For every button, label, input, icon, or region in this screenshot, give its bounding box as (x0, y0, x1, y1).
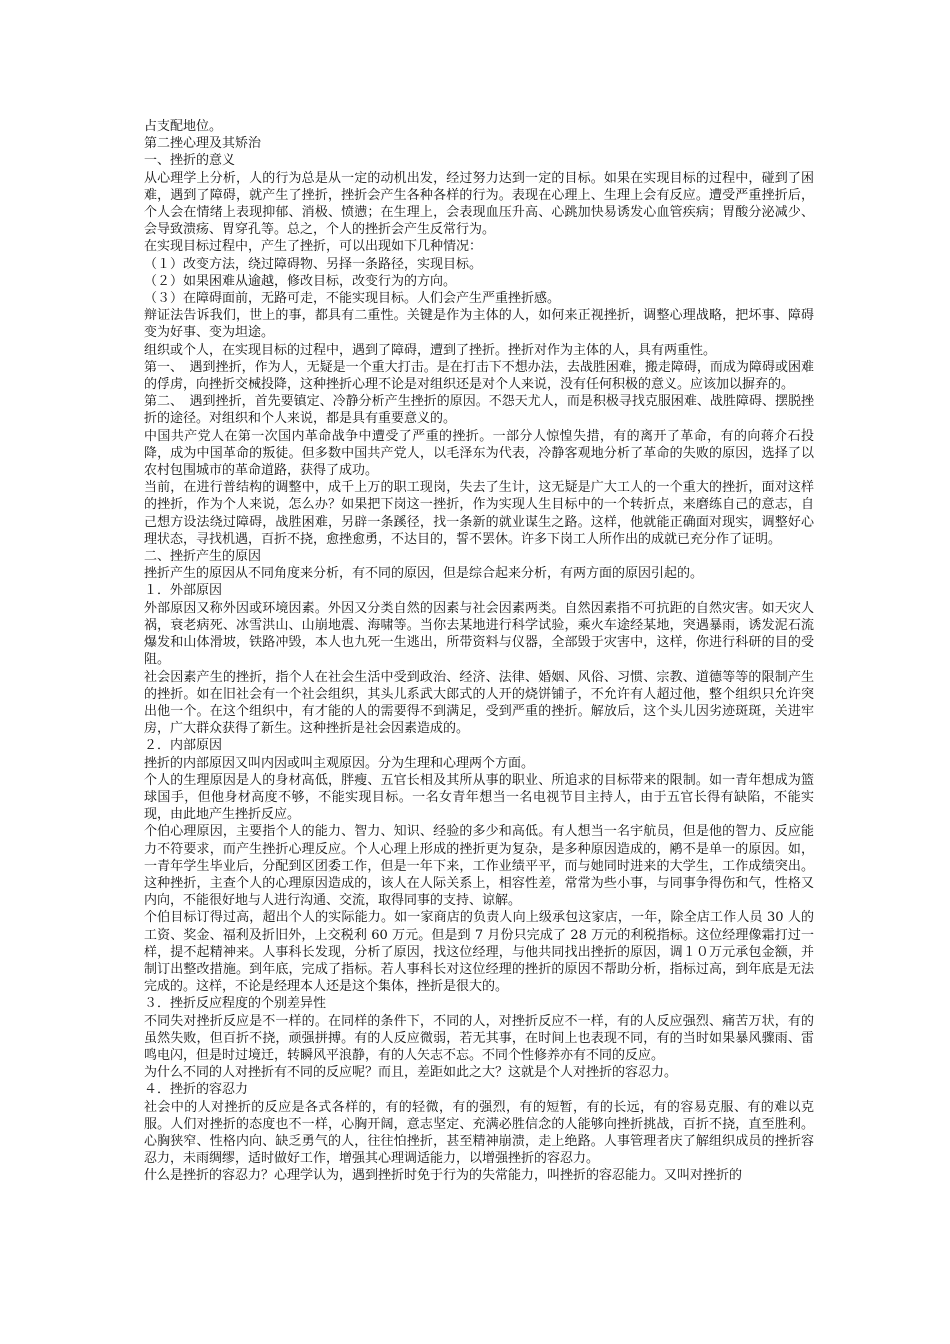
text-line: 占支配地位。 (144, 119, 223, 134)
body-paragraph: 社会中的人对挫折的反应是各式各样的，有的轻微，有的强烈，有的短暂，有的长远，有的容易克服、有的难以克服。人们对挫折的态度也不一样，心胸开阔，意志坚定、充满必胜信念的人能够向挫折挑战，百折不挠，直至胜利。心胸狭窄、性格内向、缺乏勇气的人，往往怕挫折，甚至精神崩溃，走上绝路。人事管理者庆了解组织成员的挫折容忍力，未雨绸缪，适时做好工作，增强其心理调适能力，以增强挫折的容忍力。 (144, 1099, 814, 1167)
body-paragraph: 第二、 遇到挫折，首先要镇定、冷静分析产生挫折的原因。不怨天尤人，而是积极寻找克服困难、战胜障碍、摆脱挫折的途径。对组织和个人来说，都是具有重要意义的。 (144, 394, 814, 427)
body-paragraph: 挫折产生的原因从不同角度来分析，有不同的原因，但是综合起来分析，有两方面的原因引起的。 (144, 566, 704, 582)
list-item: （３）在障碍面前，无路可走，不能实现目标。人们会产生严重挫折感。 (144, 291, 561, 307)
body-paragraph: 个伯心理原因，主要指个人的能力、智力、知识、经验的多少和高低。有人想当一名宇航员，但是他的智力、反应能力不符要求，而产生挫折心理反应。个人心理上形成的挫折更为复杂，是多种原因造成的，鹇不是单一的原因。如，一青年学生毕业后，分配到区团委工作，但是一年下来，工作业绩平平，而与她同时进来的大学生，工作成绩突出。这种挫折，主查个人的心理原因造成的，该人在人际关系上，相容性差，常常为些小事，与同事争得伤和气，性格又内向，不能很好地与人进行沟通、交流，取得同事的支持、谅解。 (144, 824, 814, 909)
body-paragraph: 当前，在进行普结构的调整中，成千上万的职工现岗，失去了生计，这无疑是广大工人的一个重大的挫折，面对这样的挫折，作为个人来说，怎么办？如果把下岗这一挫折，作为实现人生目标中的一个转折点，来磨练自己的意志，自己想方设法绕过障碍，战胜困难，另辟一条蹊径，找一条新的就业谋生之路。这样，他就能正确面对现实，调整好心理状态，寻找机遇，百折不挠，愈挫愈勇，不达目的，誓不罢休。许多下岗工人所作出的成就已充分作了证明。 (144, 480, 814, 547)
numbered-heading: ４．挫折的容忍力 (144, 1082, 249, 1098)
numbered-heading: １．外部原因 (144, 583, 223, 599)
body-paragraph: 第一、 遇到挫折，作为人，无疑是一个重大打击。是在打击下不想办法，去战胜困难，搬走障碍，而成为障碍或困难的俘虏，向挫折交械投降，这种挫折心理不论是对组织还是对个人来说，没有任何积极的意义。应该加以摒弃的。 (144, 359, 814, 393)
body-paragraph: 社会因素产生的挫折，指个人在社会生活中受到政治、经济、法律、婚姻、风俗、习惯、宗教、道德等等的限制产生的挫折。如在旧社会有一个社会组织，其头儿系武大郎式的人开的烧饼铺子，不允许有人超过他，整个组织只允许突出他一个。在这个组织中，有才能的人的需要得不到满足，受到严重的挫折。解放后，这个头儿因劣迹斑斑，关进牢房，广大群众获得了新生。这种挫折是社会因素造成的。 (144, 669, 814, 737)
numbered-heading: ２．内部原因 (144, 738, 223, 754)
body-paragraph: 什么是挫折的容忍力？心理学认为，遇到挫折时免于行为的失常能力，叫挫折的容忍能力。又叫对挫折的 (144, 1168, 743, 1184)
subsection-heading: 一、挫折的意义 (144, 153, 236, 169)
body-paragraph: 为什么不同的人对挫折有不同的反应呢？而且，差距如此之大？这就是个人对挫折的容忍力。 (144, 1065, 678, 1081)
subsection-heading: 二、挫折产生的原因 (144, 549, 262, 565)
body-paragraph: 个伯目标订得过高，超出个人的实际能力。如一家商店的负责人向上级承包这家店，一年，除全店工作人员 30 人的工资、奖金、福利及折旧外，上交税利 60 万元。但是到 7 月份只完成了 28 万元的利税指标。这位经理像霜打过一样，提不起精神来。人事科长发现，分析了原因，找这位经理，与他共同找出挫折的原因，调１０万元承包金额，并制订出整改措施。到年底，完成了指标。若人事科长对这位经理的挫折的原因不帮助分析，指标过高，到年底是无法完成的。这样，不论是经理本人还是这个集体，挫折是很大的。 (144, 910, 814, 995)
list-item: （１）改变方法，绕过障碍物、另择一条路径，实现目标。 (144, 256, 483, 272)
body-paragraph: 个人的生理原因是人的身材高低，胖瘦、五官长相及其所从事的职业、所追求的目标带来的限制。如一青年想成为篮球国手，但他身材高度不够，不能实现目标。一名女青年想当一名电视节目主持人，由于五官长得有缺陷，不能实现，由此地产生挫折反应。 (144, 772, 814, 823)
document-page (144, 118, 814, 1185)
body-paragraph: 辩证法告诉我们，世上的事，都具有二重性。关键是作为主体的人，如何来正视挫折，调整心理战略，把坏事、障碍变为好事、变为坦途。 (144, 308, 814, 341)
body-paragraph: 挫折的内部原因又叫内因或叫主观原因。分为生理和心理两个方面。 (144, 755, 535, 771)
body-paragraph: 中国共产党人在第一次国内革命战争中遭受了严重的挫折。一部分人惊惶失措，有的离开了革命，有的向蒋介石投降，成为中国革命的叛徒。但多数中国共产党人，以毛泽东为代表，冷静客观地分析了革命的失败的原因，选择了以农村包围城市的革命道路，获得了成功。 (144, 428, 814, 479)
body-paragraph: 组织或个人，在实现目标的过程中，遇到了障碍，遭到了挫折。挫折对作为主体的人，具有两重性。 (144, 342, 717, 358)
body-paragraph: 不同失对挫折反应是不一样的。在同样的条件下，不同的人，对挫折反应不一样，有的人反应强烈、痛苦万状，有的虽然失败，但百折不挠，顽强拼搏。有的人反应微弱，若无其事，在时间上也表现不同，有的当时如果暴风骤雨、雷鸣电闪，但是时过境迁，转瞬风平浪静，有的人矢志不忘。不同个性修养亦有不同的反应。 (144, 1013, 814, 1063)
body-paragraph: 在实现目标过程中，产生了挫折，可以出现如下几种情况： (144, 239, 483, 255)
body-paragraph: 外部原因又称外因或环境因素。外因又分类自然的因素与社会因素两类。自然因素指不可抗距的自然灾害。如天灾人祸，衰老病死、冰雪洪山、山崩地震、海啸等。当你去某地进行科学试验，乘火车途经某地，突遇暴雨，诱发泥石流爆发和山体滑坡，铁路冲毁，本人也九死一生逃出，所带资料与仪器，全部毁于灾害中，这样，你进行科研的目的受阻。 (144, 600, 814, 668)
section-heading: 第二挫心理及其矫治 (144, 136, 262, 152)
body-paragraph: 从心理学上分析，人的行为总是从一定的动机出发，经过努力达到一定的目标。如果在实现目标的过程中，碰到了困难，遇到了障碍，就产生了挫折，挫折会产生各种各样的行为。表现在心理上、生理上会有反应。遭受严重挫折后，个人会在情绪上表现抑郁、消极、愤懑；在生理上，会表现血压升高、心跳加快易诱发心血管疾病；胃酸分泌减少、会导致溃疡、胃穿孔等。总之，个人的挫折会产生反常行为。 (144, 170, 814, 238)
list-item: （２）如果困难从逾越，修改目标，改变行为的方向。 (144, 273, 457, 289)
numbered-heading: ３．挫折反应程度的个别差异性 (144, 996, 327, 1012)
